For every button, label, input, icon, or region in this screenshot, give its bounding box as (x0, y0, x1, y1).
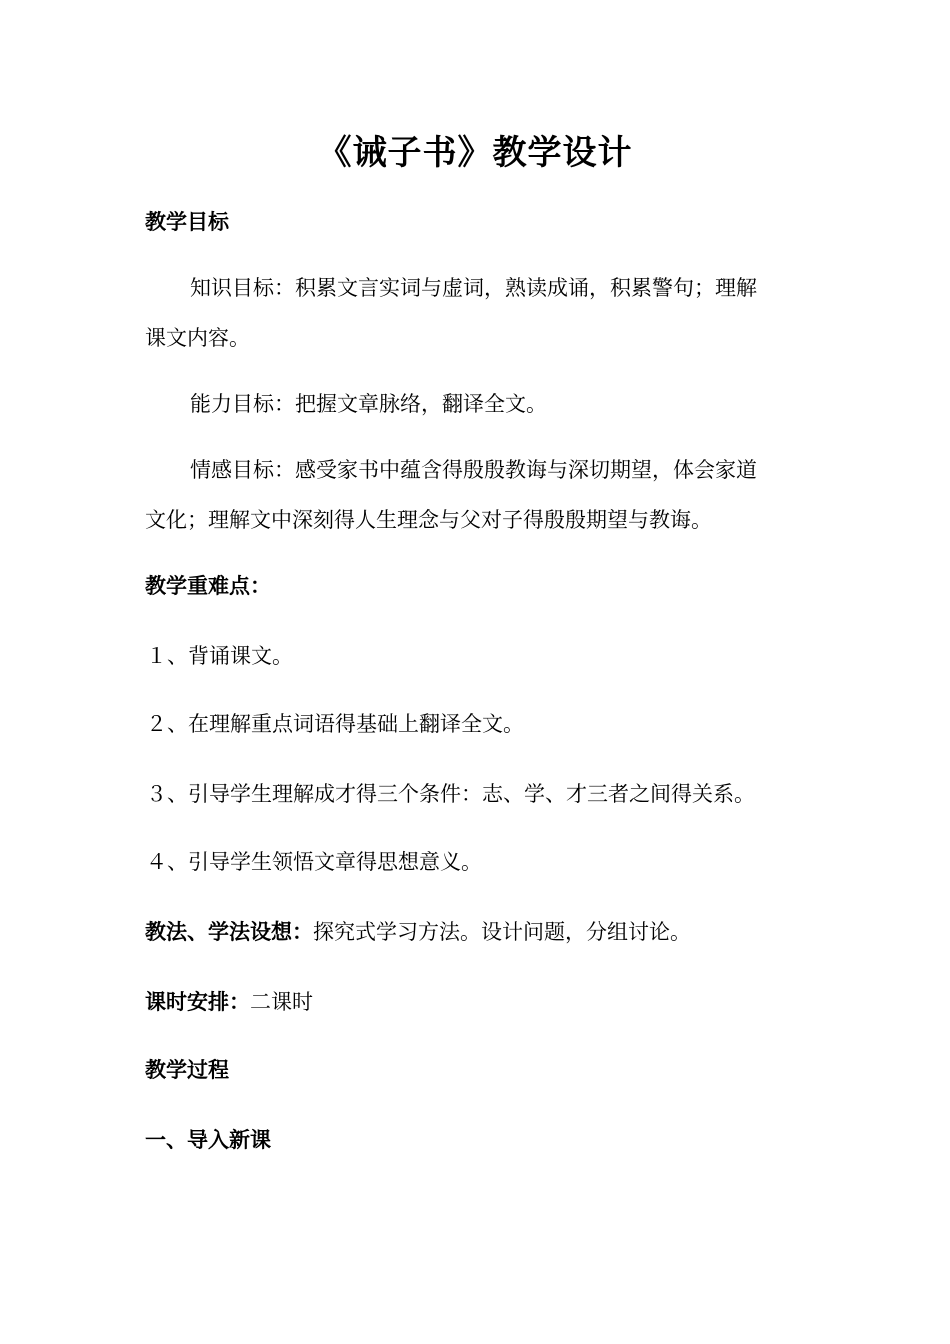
schedule-label: 课时安排： (145, 989, 250, 1014)
methods-text: 探究式学习方法。设计问题，分组讨论。 (313, 920, 691, 944)
key-point-item: ２、在理解重点词语得基础上翻译全文。 (146, 712, 524, 736)
knowledge-objective-line1: 知识目标：积累文言实词与虚词，熟读成诵，积累警句；理解 (190, 276, 757, 300)
key-point-item: ４、引导学生领悟文章得思想意义。 (146, 850, 482, 874)
section-heading-intro: 一、导入新课 (145, 1127, 271, 1152)
knowledge-objective-line2: 课文内容。 (145, 326, 250, 350)
emotion-objective-line1: 情感目标：感受家书中蕴含得殷殷教诲与深切期望，体会家道 (190, 458, 757, 482)
key-point-item: ３、引导学生理解成才得三个条件：志、学、才三者之间得关系。 (146, 782, 755, 806)
methods-line (145, 916, 815, 948)
emotion-objective-line2: 文化；理解文中深刻得人生理念与父对子得殷殷期望与教诲。 (145, 508, 712, 532)
key-points-heading: 教学重难点： (145, 573, 271, 598)
process-heading: 教学过程 (145, 1057, 229, 1082)
objectives-heading: 教学目标 (145, 209, 229, 234)
methods-label: 教法、学法设想： (145, 919, 313, 944)
ability-objective: 能力目标：把握文章脉络，翻译全文。 (190, 392, 547, 416)
schedule-text: 二课时 (250, 990, 313, 1014)
document-title: 《诫子书》教学设计 (317, 133, 633, 173)
schedule-line (145, 986, 815, 1018)
key-point-item: １、背诵课文。 (146, 644, 293, 668)
